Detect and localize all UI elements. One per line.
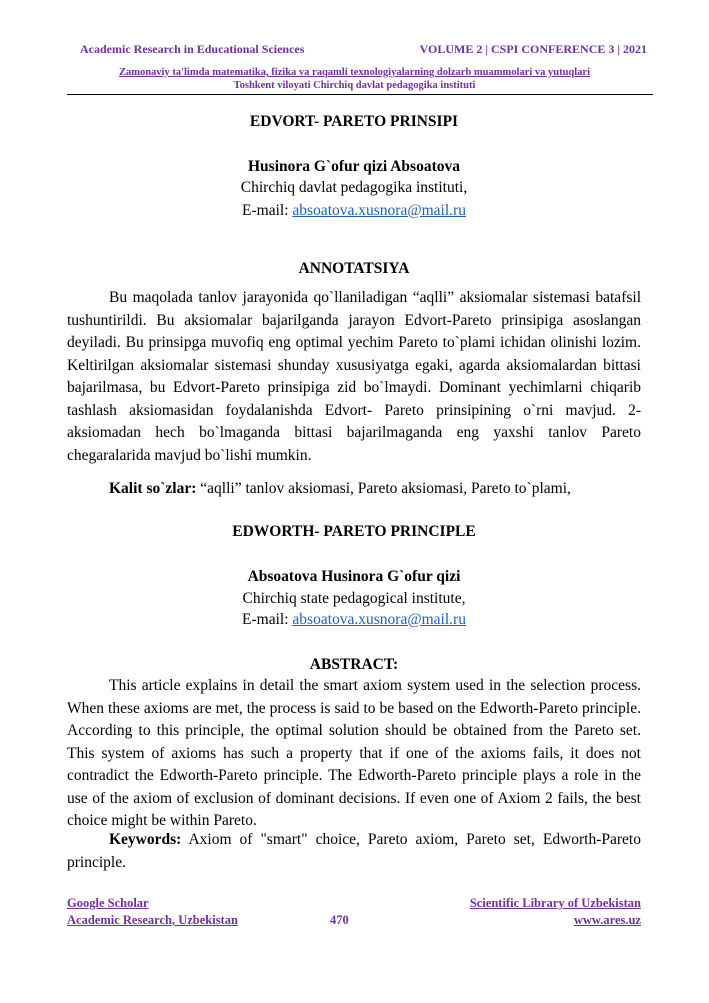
en-author: Absoatova Husinora G`ofur qizi	[247, 568, 461, 585]
en-title: EDWORTH- PARETO PRINCIPLE	[232, 523, 476, 540]
uz-keywords-text: “aqlli” tanlov aksiomasi, Pareto aksiomasi, Pareto to`plami,	[196, 480, 571, 497]
running-header	[80, 42, 647, 58]
en-section-heading: ABSTRACT:	[309, 656, 399, 673]
journal-name: Academic Research in Educational Sciences	[80, 42, 305, 56]
footer-top-row	[67, 896, 641, 912]
uz-title: EDVORT- PARETO PRINSIPI	[249, 113, 459, 130]
en-abstract: This article explains in detail the smart axiom system used in the selection process. When these axioms are met, the process is said to be based on the Edworth-Pareto principle. According to this principle, the optimal solution should be obtained from the Pareto set. This system of axioms has such a property that if one of the axioms fails, it does not contradict the Edworth-Pareto principle. The Edworth-Pareto principle plays a role in the use of the axiom of exclusion of dominant decisions. If even one of Axiom 2 fails, the best choice might be within Pareto.	[67, 677, 641, 829]
en-email-label: E-mail:	[242, 611, 293, 628]
uz-affiliation: Chirchiq davlat pedagogika instituti,	[240, 179, 468, 196]
uz-keywords	[67, 478, 641, 501]
en-email-line	[67, 608, 641, 631]
uz-abstract: Bu maqolada tanlov jarayonida qo`llaniladigan “aqlli” aksiomalar sistemasi batafsil tushuntirildi. Bu aksiomalar bajarilganda jarayon Edvort-Pareto prinsipiga asoslangan deyiladi. Bu prinsipga muvofiq eng optimal yechim Pareto to`plami ichidan olinishi lozim. Keltirilgan aksiomalar sistemasi shunday xususiyatga egaki, agarda aksiomalardan bittasi bajarilmasa, bu Edvort-Pareto prinsipiga zid bo`lmaydi. Dominant yechimlarni chiqarib tashlash aksiomasidan foydalanishda Edvort- Pareto prinsipining o`rni mavjud. 2-aksiomadan hech bo`lmaganda bittasi bajarilmaganda eng yaxshi tanlov Pareto chegaralarida mavjud bo`lishi mumkin.	[67, 289, 641, 464]
uz-keywords-label: Kalit so`zlar:	[109, 480, 197, 497]
conference-header	[60, 66, 649, 92]
uz-section-heading: ANNOTATSIYA	[298, 260, 410, 277]
uz-email-label: E-mail:	[242, 202, 293, 219]
footer-website[interactable]: www.ares.uz	[573, 913, 641, 927]
header-divider	[67, 94, 653, 95]
en-affiliation: Chirchiq state pedagogical institute,	[242, 590, 466, 607]
en-keywords	[67, 829, 641, 874]
footer-scientific-library[interactable]: Scientific Library of Uzbekistan	[469, 896, 641, 910]
conference-title: Zamonaviy ta'limda matematika, fizika va raqamli texnologiyalarning dolzarb muammolari va yutuqlari	[118, 67, 591, 78]
en-keywords-label: Keywords:	[109, 831, 182, 848]
uz-email-link[interactable]: absoatova.xusnora@mail.ru	[292, 202, 466, 219]
uz-email-line	[67, 199, 641, 222]
footer-google-scholar[interactable]: Google Scholar	[67, 896, 149, 910]
footer-academic-research[interactable]: Academic Research, Uzbekistan	[67, 913, 238, 927]
volume-info: VOLUME 2 | CSPI CONFERENCE 3 | 2021	[419, 42, 647, 56]
uz-author: Husinora G`ofur qizi Absoatova	[247, 158, 460, 175]
page-number: 470	[330, 913, 349, 927]
institution-name: Toshkent viloyati Chirchiq davlat pedagogika instituti	[233, 80, 476, 91]
en-email-link[interactable]: absoatova.xusnora@mail.ru	[292, 611, 466, 628]
en-keywords-text: Axiom of "smart" choice, Pareto axiom, Pareto set, Edworth-Pareto principle.	[67, 831, 641, 871]
footer-bottom-row	[67, 913, 641, 929]
